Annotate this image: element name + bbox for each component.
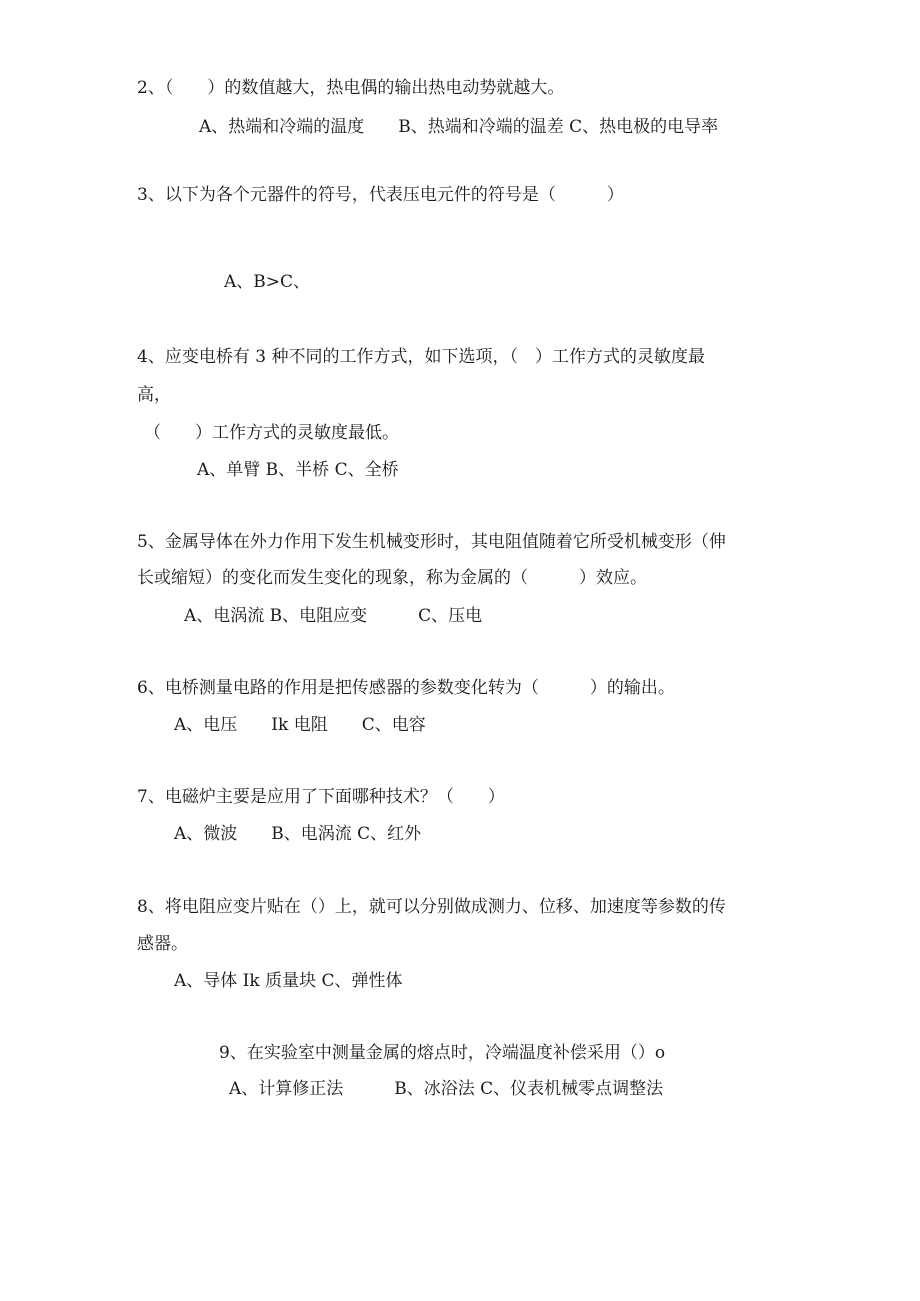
- question-text: 7、电磁炉主要是应用了下面哪种技术？（ ）: [137, 787, 505, 807]
- question-text-continued: 长或缩短）的变化而发生变化的现象，称为金属的（ ）效应。: [137, 568, 647, 588]
- question-text-continued: （ ）工作方式的灵敏度最低。: [144, 423, 399, 443]
- question-options: A、电压 Ik 电阻 C、电容: [174, 715, 426, 735]
- question-options: A、导体 Ik 质量块 C、弹性体: [174, 971, 403, 991]
- question-text: 5、金属导体在外力作用下发生机械变形时，其电阻值随着它所受机械变形（伸: [137, 532, 726, 552]
- question-text: 2、（ ）的数值越大，热电偶的输出热电动势就越大。: [137, 78, 565, 98]
- question-text: 9、在实验室中测量金属的熔点时，冷端温度补偿采用（）o: [219, 1043, 666, 1063]
- question-options: A、B>C、: [224, 272, 311, 292]
- question-text-continued: 感器。: [137, 934, 188, 954]
- question-options: A、单臂 B、半桥 C、全桥: [197, 460, 399, 480]
- question-options: A、微波 B、电涡流 C、红外: [174, 824, 422, 844]
- question-text: 4、应变电桥有 3 种不同的工作方式，如下选项，（ ）工作方式的灵敏度最: [137, 347, 705, 367]
- question-text: 6、电桥测量电路的作用是把传感器的参数变化转为（ ）的输出。: [137, 678, 675, 698]
- question-text: 3、以下为各个元器件的符号，代表压电元件的符号是（ ）: [137, 185, 624, 205]
- question-options: A、热端和冷端的温度 B、热端和冷端的温差 C、热电极的电导率: [199, 117, 719, 137]
- question-options: A、计算修正法 B、冰浴法 C、仪表机械零点调整法: [229, 1079, 664, 1099]
- question-options: A、电涡流 B、电阻应变 C、压电: [184, 606, 483, 626]
- question-text: 8、将电阻应变片贴在（）上，就可以分别做成测力、位移、加速度等参数的传: [137, 897, 726, 917]
- question-text-continued: 高，: [137, 385, 171, 405]
